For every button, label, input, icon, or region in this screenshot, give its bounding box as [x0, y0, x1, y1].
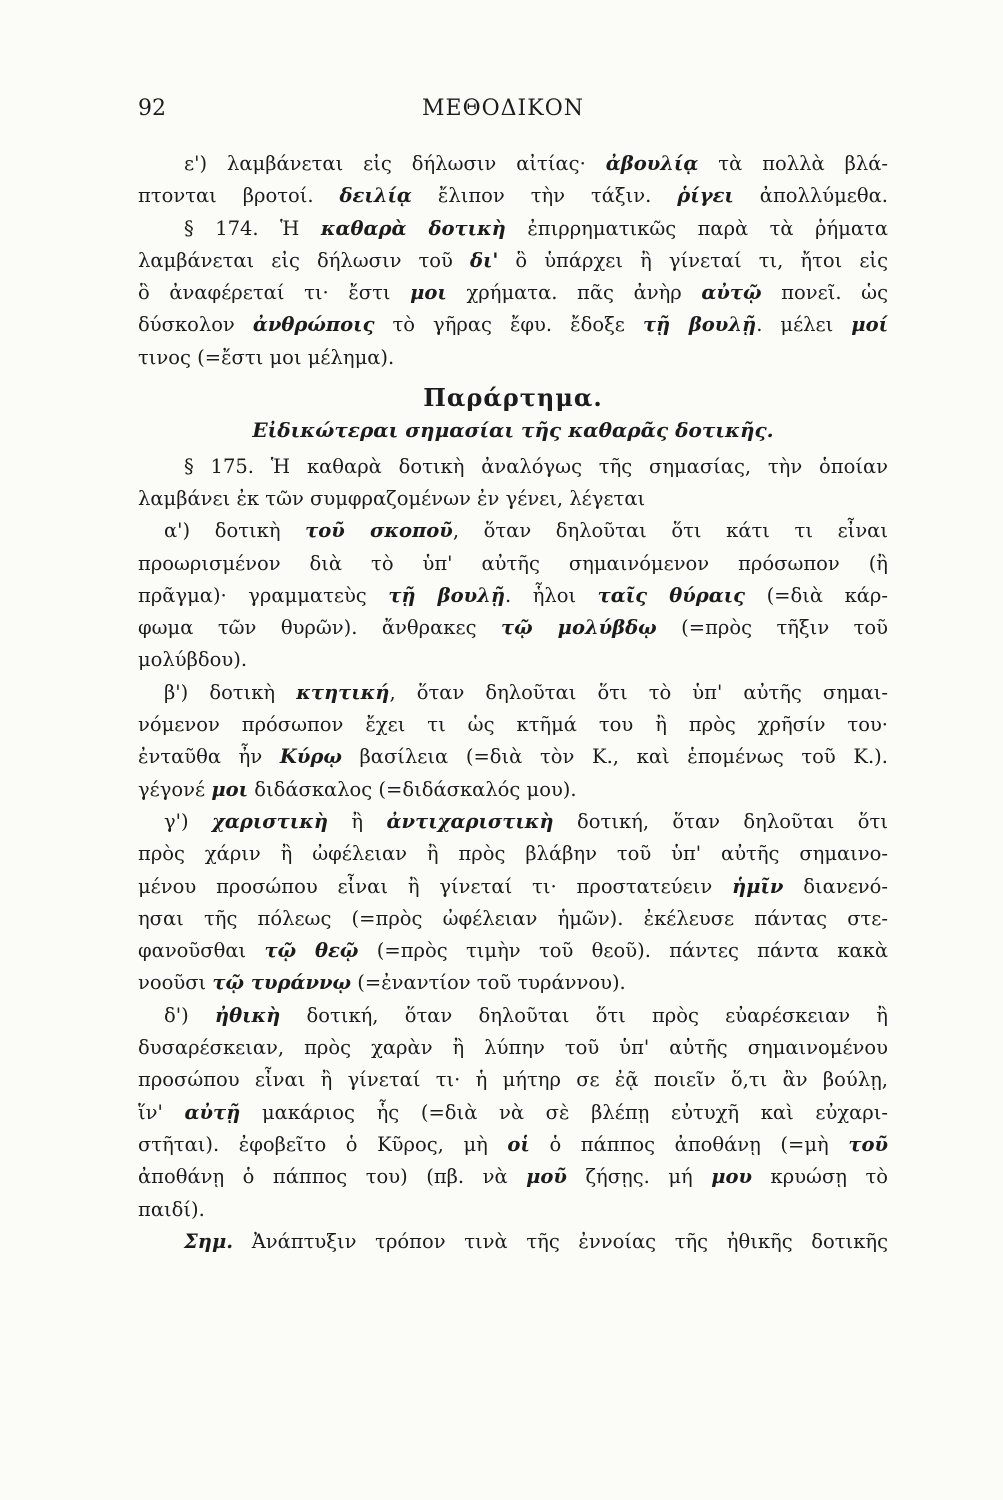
emphasis: ῥίγει — [677, 184, 734, 208]
note-line: Σημ. Ἀνάπτυξιν τρόπον τινὰ τῆς ἐννοίας τῆς ἠθικῆς δοτικῆς — [184, 1229, 888, 1253]
text-line: α') δοτικὴ τοῦ σκοποῦ, ὅταν δηλοῦται ὅτι κάτι τι εἶναι — [164, 519, 888, 543]
section-heading: Παράρτημα. — [423, 383, 603, 413]
text-line: προσώπου εἶναι ἢ γίνεταί τι· ἡ μήτηρ σε ἐᾷ ποιεῖν ὅ,τι ἂν βούλῃ, — [138, 1068, 888, 1092]
emphasis: ταῖς θύραις — [597, 583, 746, 607]
emphasis: μοι — [211, 777, 249, 801]
text-line: ἐνταῦθα ἦν Κύρῳ βασίλεια (=διὰ τὸν Κ., καὶ ἑπομένως τοῦ Κ.). — [138, 745, 888, 769]
emphasis: ἀντιχαριστικὴ — [386, 809, 554, 833]
text-line: φωμα τῶν θυρῶν). ἄνθρακες τῷ μολύβδῳ (=πρὸς τῆξιν τοῦ — [138, 616, 888, 640]
text-line: νοοῦσι τῷ τυράννῳ (=ἐναντίον τοῦ τυράννου). — [138, 971, 626, 995]
emphasis: οἱ — [507, 1132, 530, 1156]
emphasis: τοῦ — [848, 1132, 888, 1156]
section-subheading: Εἰδικώτεραι σημασίαι τῆς καθαρᾶς δοτικῆς. — [252, 418, 774, 443]
text-line: λαμβάνεται εἰς δήλωσιν τοῦ δι' ὃ ὑπάρχει ἢ γίνεταί τι, ἤτοι εἰς — [138, 248, 888, 272]
emphasis: ἀβουλίᾳ — [605, 152, 699, 175]
text-line: προωρισμένον διὰ τὸ ὑπ' αὐτῆς σημαινόμενον πρόσωπον (ἢ — [138, 551, 888, 575]
emphasis: αὐτῇ — [184, 1100, 241, 1124]
page-number: 92 — [138, 96, 166, 121]
text-line: ησαι τῆς πόλεως (=πρὸς ὠφέλειαν ἡμῶν). ἐκέλευσε πάντας στε- — [138, 906, 888, 930]
text-line: λαμβάνει ἐκ τῶν συμφραζομένων ἐν γένει, λέγεται — [138, 486, 646, 510]
text-line: νόμενον πρόσωπον ἔχει τι ὡς κτῆμά του ἢ πρὸς χρῆσίν του· — [138, 713, 888, 737]
text-line: ε') λαμβάνεται εἰς δήλωσιν αἰτίας· ἀβουλίᾳ τὰ πολλὰ βλά- — [184, 152, 888, 175]
section-175-line: § 175. Ἡ καθαρὰ δοτικὴ ἀναλόγως τῆς σημασίας, τὴν ὁποίαν — [184, 454, 888, 478]
text-line: φανοῦσθαι τῷ θεῷ (=πρὸς τιμὴν τοῦ θεοῦ). πάντες πάντα κακὰ — [138, 939, 888, 963]
emphasis: Κύρῳ — [279, 745, 342, 769]
emphasis: χαριστικὴ — [212, 809, 329, 833]
text-line: ἵν' αὐτῇ μακάριος ἧς (=διὰ νὰ σὲ βλέπῃ εὐτυχῆ καὶ εὐχαρι- — [138, 1100, 888, 1124]
text-line: ἀποθάνῃ ὁ πάππος του) (πβ. νὰ μοῦ ζήσῃς. μή μου κρυώσῃ τὸ — [138, 1165, 888, 1189]
emphasis: μοῦ — [526, 1165, 567, 1189]
emphasis: καθαρὰ δοτικὴ — [320, 216, 506, 240]
text-body — [138, 148, 888, 1258]
text-line: δ') ἠθικὴ δοτική, ὅταν δηλοῦται ὅτι πρὸς εὐαρέσκειαν ἢ — [164, 1003, 888, 1027]
text-line: πρὸς χάριν ἢ ὠφέλειαν ἢ πρὸς βλάβην τοῦ ὑπ' αὐτῆς σημαινο- — [138, 842, 888, 866]
text-line: παιδί). — [138, 1197, 205, 1221]
emphasis: μοί — [851, 313, 888, 337]
emphasis: μοι — [410, 281, 447, 305]
emphasis: ἡμῖν — [732, 874, 784, 898]
emphasis: ἀνθρώποις — [252, 313, 375, 337]
text-line: δύσκολον ἀνθρώποις τὸ γῆρας ἔφυ. ἔδοξε τῇ βουλῇ. μέλει μοί — [138, 313, 888, 337]
emphasis: αὐτῷ — [701, 281, 762, 305]
text-line: πτονται βροτοί. δειλίᾳ ἔλιπον τὴν τάξιν. ῥίγει ἀπολλύμεθα. — [138, 184, 888, 208]
emphasis: τῷ τυράννῳ — [212, 971, 352, 995]
section-174-line: § 174. Ἡ καθαρὰ δοτικὴ ἐπιρρηματικῶς παρὰ τὰ ῥήματα — [184, 216, 888, 240]
text-line: ὃ ἀναφέρεταί τι· ἔστι μοι χρήματα. πᾶς ἀνὴρ αὐτῷ πονεῖ. ὡς — [138, 281, 888, 305]
emphasis: τοῦ σκοποῦ — [305, 519, 453, 543]
emphasis: τῇ βουλῇ — [388, 583, 505, 607]
emphasis: δι' — [469, 248, 499, 272]
text-line: γέγονέ μοι διδάσκαλος (=διδάσκαλός μου). — [138, 777, 577, 801]
emphasis: τῷ μολύβδῳ — [500, 616, 657, 640]
text-line: β') δοτικὴ κτητική, ὅταν δηλοῦται ὅτι τὸ ὑπ' αὐτῆς σημαι- — [164, 680, 888, 704]
emphasis: κτητική — [296, 680, 390, 704]
text-line: τινος (=ἔστι μοι μέλημα). — [138, 345, 395, 369]
page-header — [138, 96, 868, 130]
text-line: γ') χαριστικὴ ἢ ἀντιχαριστικὴ δοτική, ὅταν δηλοῦται ὅτι — [164, 809, 888, 833]
running-title: ΜΕΘΟΔΙΚΟΝ — [422, 96, 584, 121]
text-line: στῆται). ἐφοβεῖτο ὁ Κῦρος, μὴ οἱ ὁ πάππος ἀποθάνῃ (=μὴ τοῦ — [138, 1132, 888, 1156]
emphasis: ἠθικὴ — [214, 1003, 281, 1027]
text-line: μένου προσώπου εἶναι ἢ γίνεταί τι· προστατεύειν ἡμῖν διανενό- — [138, 874, 888, 898]
emphasis: τῷ θεῷ — [264, 939, 359, 963]
emphasis: μου — [711, 1165, 753, 1189]
text-line: πρᾶγμα)· γραμματεὺς τῇ βουλῇ. ἧλοι ταῖς θύραις (=διὰ κάρ- — [138, 583, 888, 607]
emphasis: τῇ βουλῇ — [642, 313, 757, 337]
note-label: Σημ. — [184, 1229, 234, 1253]
text-line: δυσαρέσκειαν, πρὸς χαρὰν ἢ λύπην τοῦ ὑπ' αὐτῆς σημαινομένου — [138, 1036, 888, 1060]
emphasis: δειλίᾳ — [339, 184, 412, 208]
text-line: μολύβδου). — [138, 648, 248, 672]
